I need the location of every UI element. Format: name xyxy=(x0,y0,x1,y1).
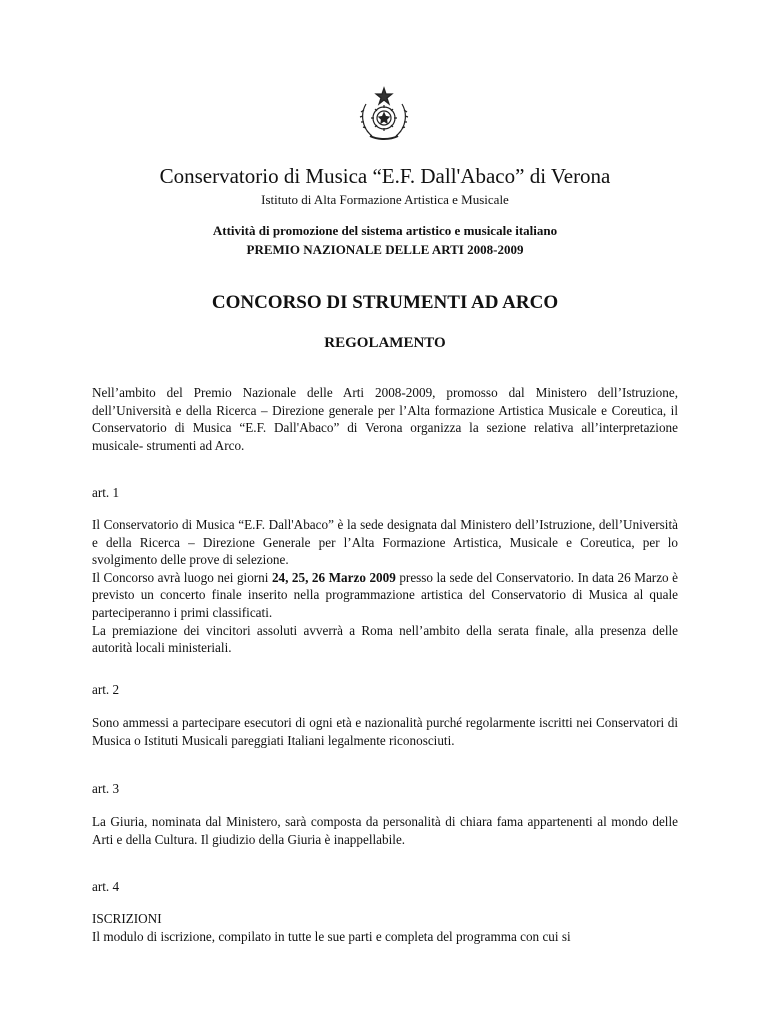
institution-subtitle: Istituto di Alta Formazione Artistica e Musicale xyxy=(261,192,509,207)
document-title: CONCORSO DI STRUMENTI AD ARCO xyxy=(211,292,559,313)
article-4-label: art. 4 xyxy=(92,879,120,894)
article-1-body xyxy=(92,516,678,657)
intro-paragraph xyxy=(92,384,678,454)
document-subtitle: REGOLAMENTO xyxy=(324,335,446,351)
article-1-text-before-dates: Il Concorso avrà luogo nei giorni xyxy=(92,569,272,585)
article-2-label: art. 2 xyxy=(92,682,120,697)
article-1-paragraph-2 xyxy=(92,569,678,622)
institution-title: Conservatorio di Musica “E.F. Dall'Abaco” di Verona xyxy=(159,164,611,188)
article-2-paragraph-1: Sono ammessi a partecipare esecutori di ogni età e nazionalità purché regolarmente iscritti nei Conservatori di Musica o Istituti Musicali pareggiati Italiani legalmente riconosciuti. xyxy=(92,715,678,748)
article-4-heading: ISCRIZIONI xyxy=(92,911,162,926)
intro-text: Nell’ambito del Premio Nazionale delle Arti 2008-2009, promosso dal Ministero dell’Istruzione, dell’Università e della Ricerca – Direzione generale per l’Alta formazione Artistica Musicale e Coreutica, il Conservatorio di Musica “E.F. Dall'Abaco” di Verona organizza la sezione relativa all’interpretazione musicale- strumenti ad Arco. xyxy=(92,385,678,453)
article-3-label: art. 3 xyxy=(92,781,120,796)
article-1-label: art. 1 xyxy=(92,485,120,500)
article-4-paragraph-1: Il modulo di iscrizione, compilato in tutte le sue parti e completa del programma con cui si xyxy=(92,928,571,944)
article-1-paragraph-3: La premiazione dei vincitori assoluti avverrà a Roma nell’ambito della serata finale, alla presenza delle autorità locali ministeriali. xyxy=(92,622,678,656)
promotion-line: Attività di promozione del sistema artistico e musicale italiano xyxy=(212,223,558,238)
award-line: PREMIO NAZIONALE DELLE ARTI 2008-2009 xyxy=(246,242,524,257)
article-2-body xyxy=(92,714,678,749)
article-4-body xyxy=(92,910,678,945)
republic-emblem-icon xyxy=(358,86,410,142)
article-3-paragraph-1: La Giuria, nominata dal Ministero, sarà composta da personalità di chiara fama appartenenti al mondo delle Arti e della Cultura. Il giudizio della Giuria è inappellabile. xyxy=(92,814,678,847)
article-1-paragraph-1: Il Conservatorio di Musica “E.F. Dall'Abaco” è la sede designata dal Ministero dell’Istruzione, dell’Università e della Ricerca – Direzione Generale per l’Alta Formazione Artistica, Musicale e Coreutica, per lo svolgimento delle prove di selezione. xyxy=(92,517,678,568)
article-1-text-after-dates: presso la sede del Conservatorio. In data 26 Marzo è previsto un concerto finale inserito nella programmazione artistica del Conservatorio di Musica al quale parteciperanno i primi classificati. xyxy=(92,569,678,620)
article-1-dates: 24, 25, 26 Marzo 2009 xyxy=(271,569,396,585)
article-3-body xyxy=(92,813,678,848)
